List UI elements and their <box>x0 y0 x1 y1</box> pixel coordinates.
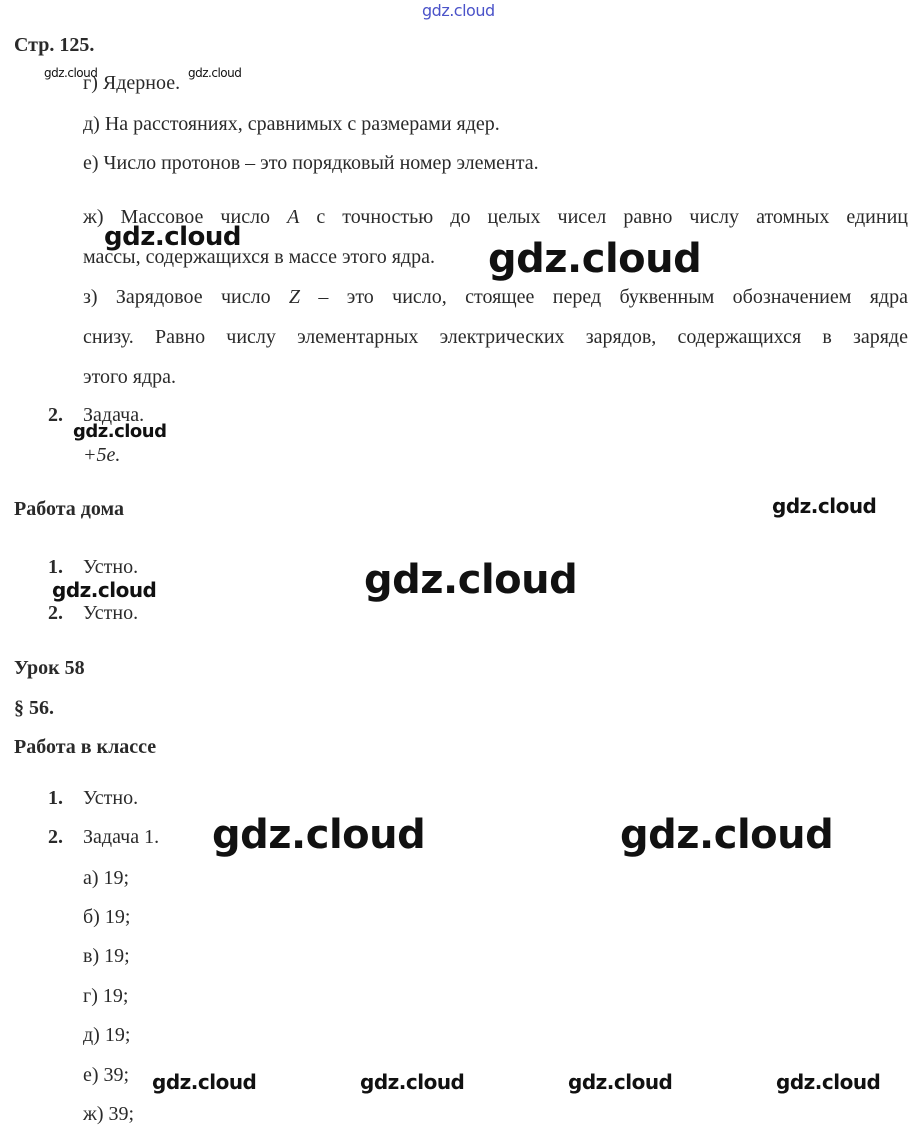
task-label: Задача. <box>83 404 145 426</box>
list-item: Устно. <box>83 787 139 809</box>
list-item: Устно. <box>83 602 139 624</box>
list-item-zh-line2: массы, содержащихся в массе этого ядра. <box>83 246 435 268</box>
list-item-z-line3: этого ядра. <box>83 366 177 388</box>
list-number: 1. <box>48 787 63 809</box>
list-number: 1. <box>48 556 63 578</box>
watermark: gdz.cloud <box>212 812 426 858</box>
watermark: gdz.cloud <box>152 1070 257 1094</box>
answer-item: д) 19; <box>83 1024 131 1046</box>
list-item-z-line1: з) Зарядовое число Z – это число, стоящее перед буквенным обозначением ядра <box>83 286 908 308</box>
list-item: Задача 1. <box>83 826 160 848</box>
list-number: 2. <box>48 404 63 426</box>
answer-item: е) 39; <box>83 1064 130 1086</box>
lesson-title: Урок 58 <box>14 657 85 679</box>
watermark: gdz.cloud <box>104 222 242 252</box>
watermark: gdz.cloud <box>488 236 702 282</box>
paragraph-number: § 56. <box>14 697 54 719</box>
list-item: Устно. <box>83 556 139 578</box>
answer-item: а) 19; <box>83 867 130 889</box>
watermark: gdz.cloud <box>776 1070 881 1094</box>
section-heading-class: Работа в классе <box>14 736 157 758</box>
list-item: д) На расстояниях, сравнимых с размерами ядер. <box>83 113 500 135</box>
watermark: gdz.cloud <box>73 421 167 442</box>
watermark: gdz.cloud <box>772 494 877 518</box>
list-item-z-line2: снизу. Равно числу элементарных электрических зарядов, содержащихся в заряде <box>83 326 908 348</box>
watermark: gdz.cloud <box>422 1 495 20</box>
list-number: 2. <box>48 826 63 848</box>
answer-item: ж) 39; <box>83 1103 135 1125</box>
list-item-zh-line1: ж) Массовое число A с точностью до целых чисел равно числу атомных единиц <box>83 206 908 228</box>
watermark: gdz.cloud <box>364 557 578 603</box>
answer-item: в) 19; <box>83 945 130 967</box>
list-number: 2. <box>48 602 63 624</box>
watermark: gdz.cloud <box>568 1070 673 1094</box>
watermark: gdz.cloud <box>52 578 157 602</box>
section-heading-home: Работа дома <box>14 498 124 520</box>
answer-item: б) 19; <box>83 906 131 928</box>
watermark: gdz.cloud <box>620 812 834 858</box>
answer-item: г) 19; <box>83 985 129 1007</box>
watermark: gdz.cloud <box>360 1070 465 1094</box>
watermark: gdz.cloud <box>44 66 98 80</box>
list-item: г) Ядерное. <box>83 72 181 94</box>
page-header: Стр. 125. <box>14 34 95 56</box>
watermark: gdz.cloud <box>188 66 242 80</box>
list-item: е) Число протонов – это порядковый номер элемента. <box>83 152 539 174</box>
task-answer: +5e. <box>83 444 121 466</box>
